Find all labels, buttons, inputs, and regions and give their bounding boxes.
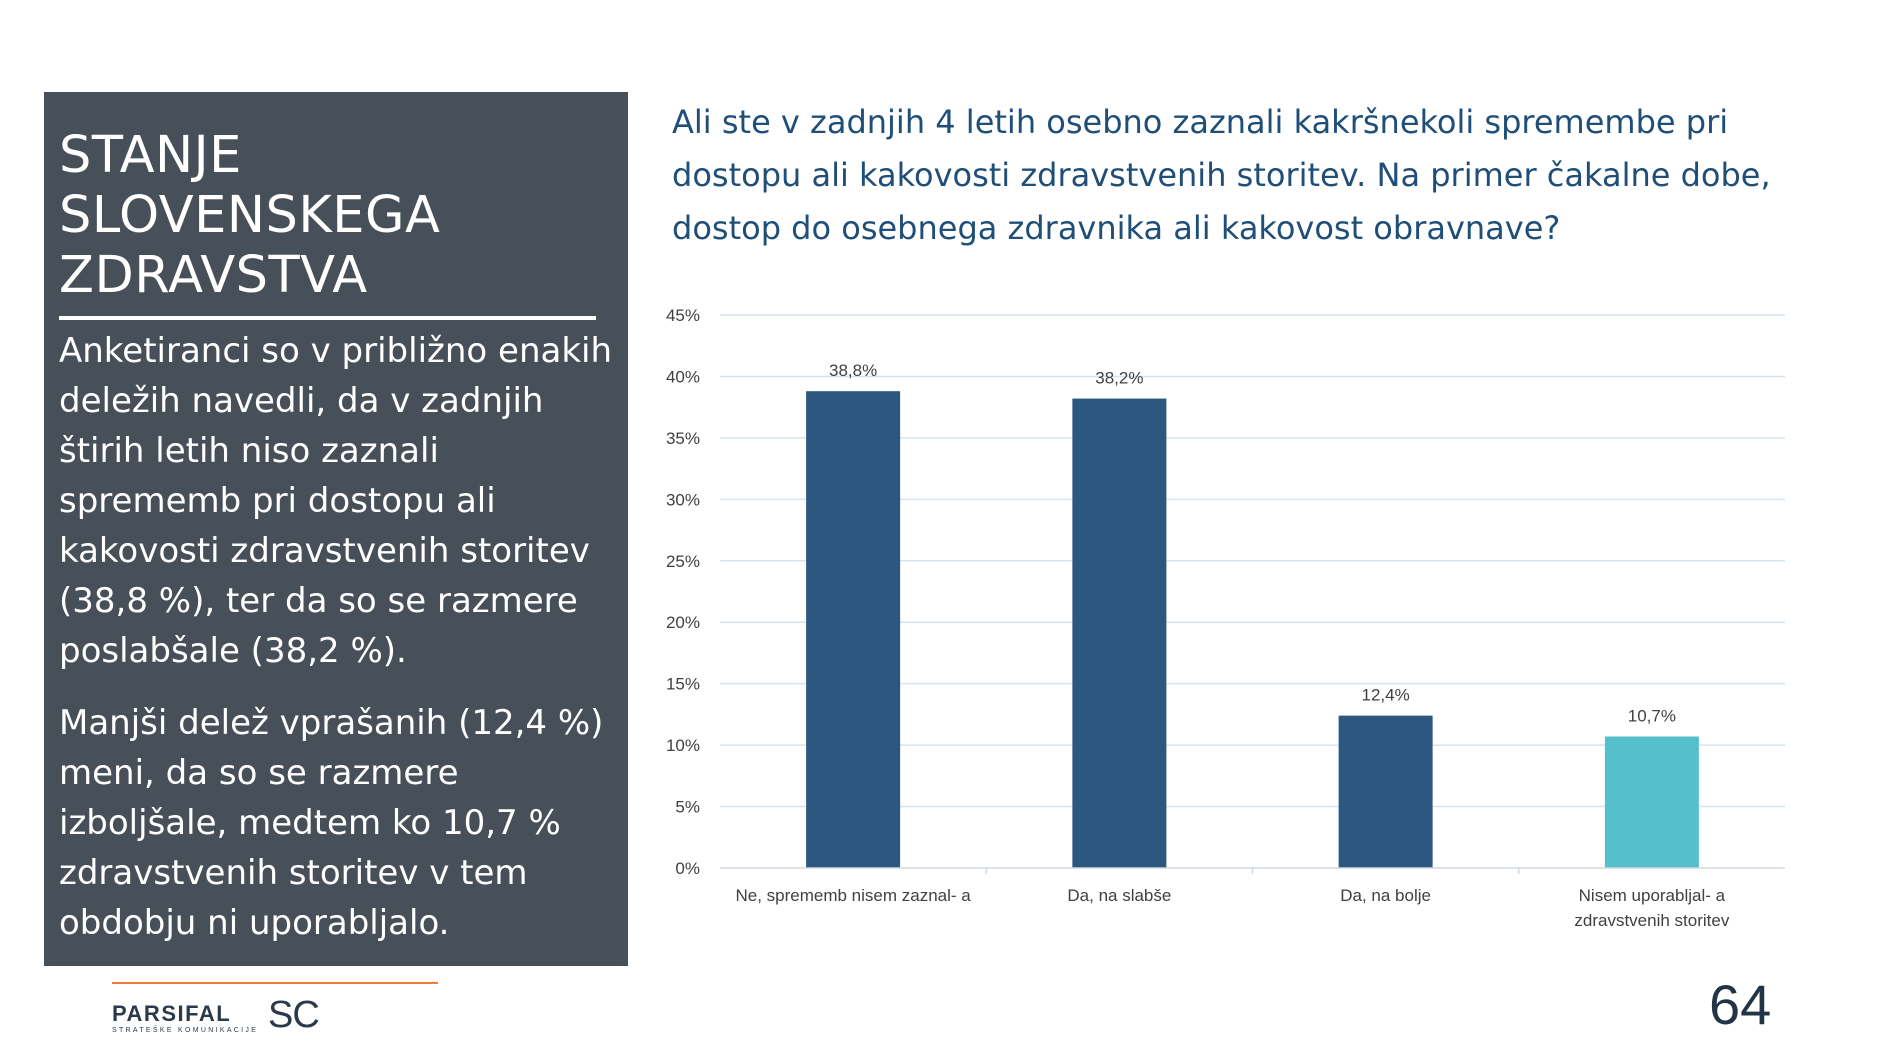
chart-bars bbox=[806, 391, 1699, 868]
footer-accent-line bbox=[112, 982, 438, 984]
y-tick-label: 25% bbox=[665, 551, 700, 571]
panel-title: STANJE SLOVENSKEGA ZDRAVSTVA bbox=[59, 126, 441, 305]
bar-value-label: 12,4% bbox=[1361, 685, 1410, 705]
chart-data-labels bbox=[829, 361, 1676, 725]
y-tick-label: 0% bbox=[675, 859, 700, 878]
logo-tagline: STRATEŠKE KOMUNIKACIJE bbox=[112, 1027, 259, 1034]
x-tick-label: zdravstvenih storitev bbox=[1574, 911, 1730, 930]
x-tick-label: Ne, sprememb nisem zaznal- a bbox=[735, 886, 971, 905]
y-axis-ticks bbox=[666, 306, 700, 878]
summary-paragraph-2: Manjši delež vprašanih (12,4 %) meni, da so se razmere izboljšale, medtem ko 10,7 % zdravstvenih storitev v tem obdobju ni uporabljalo. bbox=[59, 703, 604, 943]
x-axis bbox=[720, 868, 1785, 930]
y-tick-label: 45% bbox=[665, 306, 700, 325]
bar-chart bbox=[640, 295, 1800, 945]
y-tick-label: 30% bbox=[665, 490, 700, 510]
bar bbox=[1605, 737, 1699, 868]
bar-value-label: 38,8% bbox=[829, 361, 878, 381]
survey-question: Ali ste v zadnjih 4 letih osebno zaznali kakršnekoli spremembe pri dostopu ali kakovosti zdravstvenih storitev. Na primer čakalne dobe, dostop do osebnega zdravnika ali kakovost obravnave? bbox=[672, 103, 1771, 247]
x-tick-label: Da, na bolje bbox=[1340, 886, 1431, 905]
y-tick-label: 20% bbox=[665, 613, 700, 633]
y-tick-label: 10% bbox=[665, 736, 700, 756]
x-tick-label: Da, na slabše bbox=[1067, 886, 1172, 905]
summary-paragraph-1: Anketiranci so v približno enakih deležih navedli, da v zadnjih štirih letih niso zaznali sprememb pri dostopu ali kakovosti zdravstvenih storitev (38,8 %), ter da so se razmere poslabšale (38,2 %). bbox=[59, 331, 613, 671]
y-tick-label: 35% bbox=[665, 428, 700, 448]
logo-wordmark: PARSIFAL bbox=[112, 1001, 232, 1026]
bar bbox=[1339, 716, 1433, 868]
bar-value-label: 38,2% bbox=[1095, 368, 1144, 388]
y-tick-label: 40% bbox=[665, 367, 700, 387]
bar bbox=[1072, 399, 1166, 868]
y-tick-label: 15% bbox=[665, 674, 700, 694]
bar bbox=[806, 391, 900, 868]
parsifal-logo bbox=[112, 994, 342, 1037]
x-tick-label: Nisem uporabljal- a bbox=[1578, 886, 1726, 905]
logo-suffix: SC bbox=[268, 994, 319, 1036]
bar-value-label: 10,7% bbox=[1627, 706, 1676, 726]
summary-panel bbox=[44, 92, 628, 966]
panel-title-divider bbox=[59, 316, 596, 320]
y-tick-label: 5% bbox=[675, 797, 700, 817]
page-number: 64 bbox=[1709, 973, 1772, 1036]
